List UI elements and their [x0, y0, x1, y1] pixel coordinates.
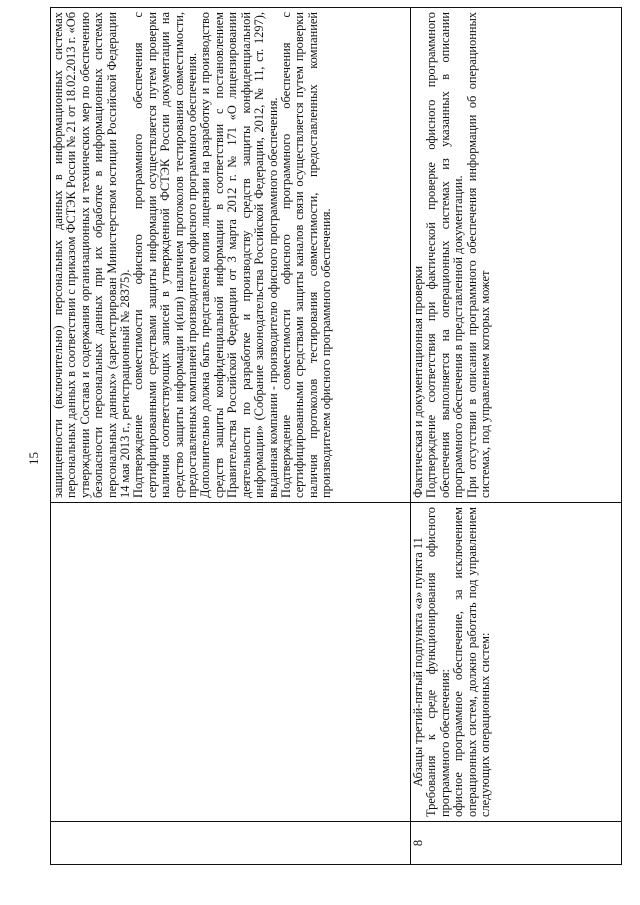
- verification-paragraph: Дополнительно должна быть представлена копия лицензии на разработку и производство средств защиты конфиденциальной информации в соответствии с постановлением Правительства Российской Федерации от 3 марта 2012 г. № 171 «О лицензировании деятельности по разработке и производству средств защиты конфиденциальной информации» (Собрание законодательства Российской Федерации, 2012, № 11, ст. 1297), выданная компании - производителю офисного программного обеспечения.: [198, 12, 280, 498]
- requirement-paragraph: офисное программное обеспечение, за исключением операционных систем, должно работать под управлением следующих операционных систем:: [451, 507, 493, 817]
- requirement-heading: Абзацы третий-пятый подпункта «а» пункта 11: [411, 537, 425, 787]
- table-row: [411, 8, 622, 865]
- row-number-cell: [51, 822, 411, 865]
- page-number: 15: [26, 452, 41, 465]
- row-number-cell: 8: [411, 822, 622, 865]
- requirement-paragraph: Требования к среде функционирования офисного программного обеспечения:: [424, 507, 452, 817]
- verification-cell: [411, 8, 622, 503]
- table-row: [51, 8, 411, 865]
- requirement-cell: [411, 503, 622, 822]
- requirement-cell: [51, 503, 411, 822]
- verification-paragraph: Подтверждение совместимости офисного программного обеспечения с сертифицированными средствами защиты информации осуществляется путем проверки наличия соответствующих записей в утвержденной ФСТЭК России документации на средство защиты информации и(или) наличием протоколов тестирования совместимости, предоставленных компанией производителем офисного программного обеспечения.: [131, 12, 200, 498]
- verification-cell: [51, 8, 411, 503]
- verification-paragraph: При отсутствии в описании программного обеспечения информации об операционных системах, под управлением которых может: [464, 12, 493, 498]
- verification-paragraph: Подтверждение соответствия при фактической проверке офисного программного обеспечения выполняется на операционных системах из указанных в описании программного обеспечения в представленной документации.: [424, 12, 466, 498]
- verification-method: Фактическая и документационная проверки: [411, 265, 425, 498]
- requirements-table: [50, 7, 622, 865]
- verification-paragraph: защищенности (включительно) персональных данных в информационных системах персональных данных в соответствии с приказом ФСТЭК России № 21 от 18.02.2013 г. «Об утверждении Состава и содержания организационных и технических мер по обеспечению безопасности персональных данных при их обработке в информационных системах персональных данных» (зарегистрирован Министерством юстиции Российской Федерации 14 мая 2013 г., регистрационный № 28375).: [51, 12, 133, 498]
- verification-paragraph: Подтверждение совместимости офисного программного обеспечения с сертифицированными средствами защиты каналов связи осуществляется путем проверки наличия протоколов тестирования совместимости, предоставленных компанией производителем офисного программного обеспечения.: [278, 12, 334, 498]
